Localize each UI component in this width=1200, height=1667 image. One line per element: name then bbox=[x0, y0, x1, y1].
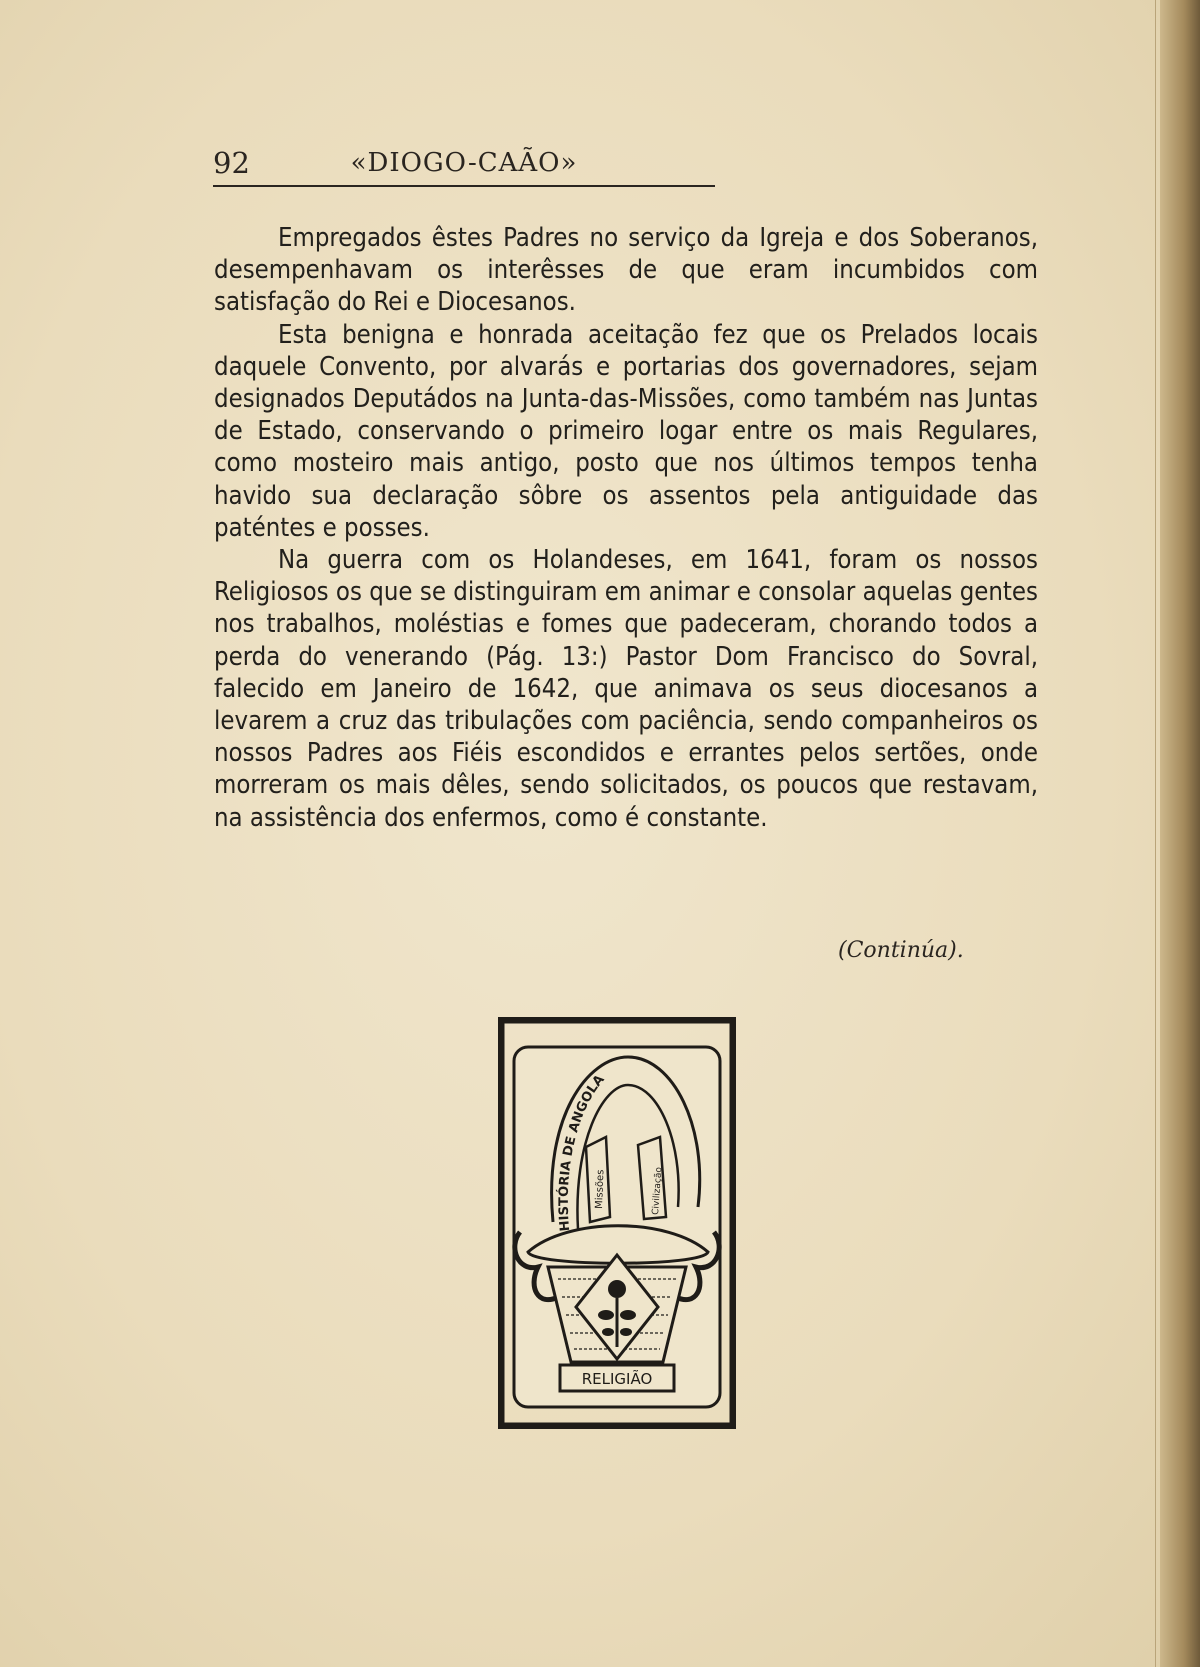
body-text bbox=[214, 222, 1038, 834]
emblem-flower-head bbox=[608, 1280, 626, 1298]
paragraph-3: Na guerra com os Holandeses, em 1641, foram os nossos Religiosos os que se distinguiram em animar e consolar aquelas gentes nos trabalhos, moléstias e fomes que padeceram, chorando todos a perda do venerando (Pág. 13:) Pastor Dom Francisco do Sovral, falecido em Janeiro de 1642, que animava os seus diocesanos a levarem a cruz das tribulações com paciência, sendo companheiros os nossos Padres aos Fiéis escondidos e errantes pelos sertões, onde morreram os mais dêles, sendo solicitados, os poucos que restavam, na assistência dos enfermos, como é constante. bbox=[214, 545, 1038, 833]
emblem-right-ribbon-text: Civilização bbox=[651, 1166, 665, 1216]
paragraph-1: Empregados êstes Padres no serviço da Igreja e dos Soberanos, desempenhavam os interêsses de que eram incumbidos com satisfação do Rei e Diocesanos. bbox=[214, 223, 1038, 318]
spine-shadow-line bbox=[1155, 0, 1156, 1667]
emblem-leaf-right bbox=[620, 1310, 636, 1320]
header-rule bbox=[213, 185, 715, 187]
emblem-leaf-left bbox=[598, 1310, 614, 1320]
emblem-left-ribbon-text: Missões bbox=[594, 1169, 607, 1210]
historia-de-angola-emblem bbox=[498, 1017, 736, 1429]
continua-note: (Continúa). bbox=[838, 938, 964, 963]
emblem-leaf-low-right bbox=[620, 1328, 632, 1336]
page-number: 92 bbox=[213, 146, 250, 180]
emblem-arch-text: HISTÓRIA DE ANGOLA bbox=[556, 1072, 608, 1232]
emblem-leaf-low-left bbox=[602, 1328, 614, 1336]
book-spine bbox=[1160, 0, 1200, 1667]
paragraph-2: Esta benigna e honrada aceitação fez que os Prelados locais daquele Convento, por alvarás e portarias dos governadores, sejam designados Deputádos na Junta-das-Missões, como também nas Juntas de Estado, conservando o primeiro logar entre os mais Regulares, como mosteiro mais antigo, posto que nos últimos tempos tenha havido sua declaração sôbre os assentos pela antiguidade das paténtes e posses. bbox=[214, 319, 1038, 543]
running-title: «DIOGO-CAÃO» bbox=[350, 148, 578, 178]
emblem-banner-text: RELIGIÃO bbox=[581, 1370, 653, 1388]
page-header bbox=[213, 146, 715, 186]
